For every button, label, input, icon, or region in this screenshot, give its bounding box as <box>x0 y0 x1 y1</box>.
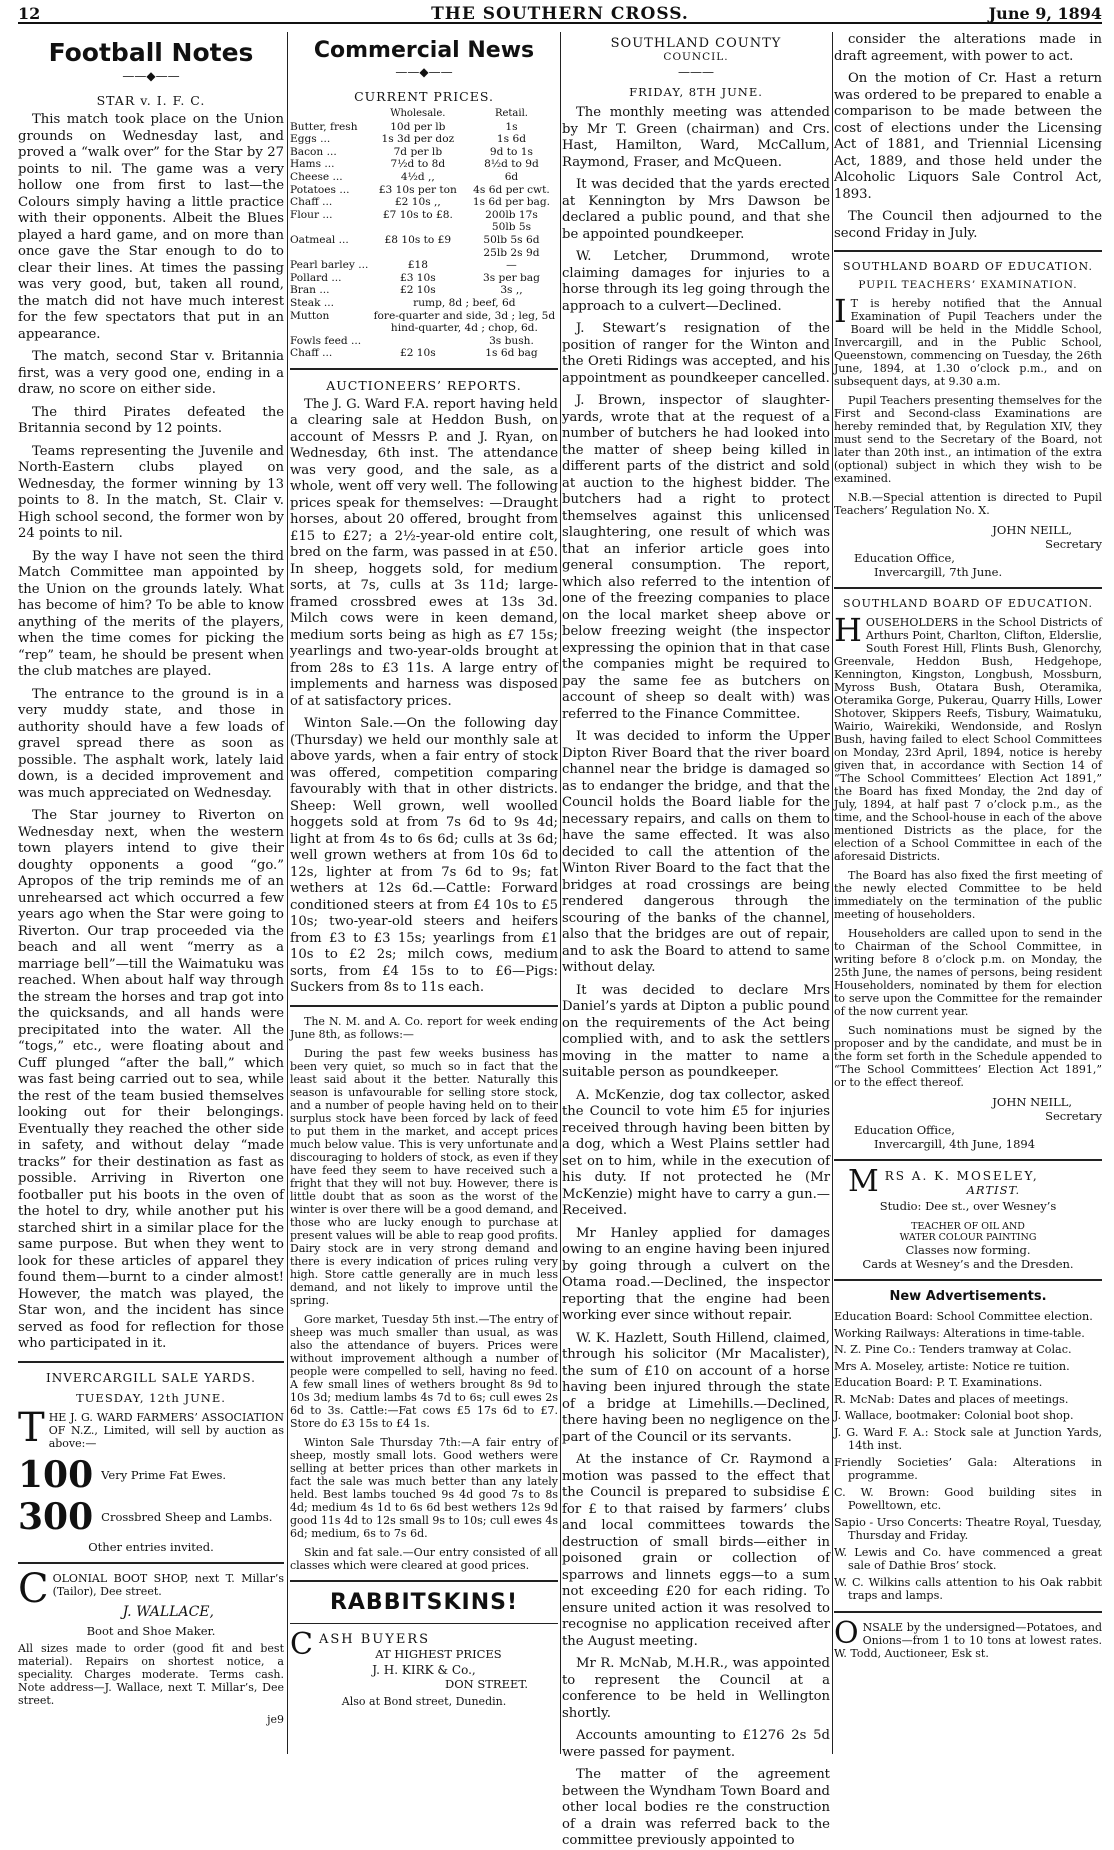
council-date: FRIDAY, 8TH JUNE. <box>629 85 763 99</box>
moseley-cards: Cards at Wesney’s and the Dresden. <box>862 1257 1074 1271</box>
divider <box>290 1580 558 1582</box>
signature-title: Secretary <box>1045 1109 1102 1123</box>
price-cell: 25lb 2s 9d <box>483 246 540 259</box>
paragraph: Teams representing the Juvenile and North-Eastern clubs played on Wednesday, the former winning by 13 points to 8. In the match, St. Clair v. High school second, the former won by 24 points to nil. <box>18 443 284 541</box>
paragraph: Working Railways: Alterations in time-table. <box>834 1326 1085 1340</box>
price-cell: 10d per lb <box>390 120 446 133</box>
price-cell: Bacon ... <box>290 145 337 158</box>
board-title: SOUTHLAND BOARD OF EDUCATION. <box>843 260 1093 273</box>
price-cell: 7d per lb <box>393 145 443 158</box>
price-cell: 3s bush. <box>489 334 534 347</box>
lot-row <box>18 1453 284 1496</box>
paragraph: N. Z. Pine Co.: Tenders tramway at Colac. <box>834 1343 1072 1356</box>
drop-cap: C <box>290 1626 315 1662</box>
saleyards-text: HE J. G. WARD FARMERS’ ASSOCIATION OF N.Z., Limited, will sell by auction as above:— <box>48 1410 284 1450</box>
paragraph: The Star journey to Riverton on Wednesday next, when the western town players intend to give their doughty opponents a good “go.” Apropos of the trip reminds me of an unrehearsed act which occurred a few years ago when the Star were going to Riverton. Our trap proceeded via the beach and all went “merry as a marriage bell”—till the Waimatuku was reached. When about half way through the stream the horses and trap got into the quicksands, and all hands were precipitated into the water. All the “togs,” etc., were floating about and Cuff plunged “after the ball,” which was fast being carried out to sea, while the rest of the team busied themselves looking out for their belongings. Eventually they reached the other side in safety, and without delay “made tracks” for their destination as fast as possible. Arriving in Riverton one footballer put his boots in the oven of the hotel to dry, while another put his starched shirt in a similar place for the same purpose. But when they went to look for these articles of apparel they found them—burnt to a cinder almost! However, the match was played, the Star won, and the incident has since served as food for reflection for those who participated in it. <box>18 808 284 1351</box>
paragraph: The N. M. and A. Co. report for week ending June 8th, as follows:— <box>290 1014 558 1041</box>
price-cell: 1s 3d per doz <box>381 133 455 146</box>
new-ads-list <box>834 1310 1102 1603</box>
paragraph: It was decided to inform the Upper Dipton River Board that the river board channel near the bridge is damaged so as to endanger the bridge, and that the Council holds the Board liable for the necessary repairs, and calls on them to have the same effected. It was also decided to call the attention of the Winton River Board to the fact that the bridges at road crossings are being rendered dangerous through the scouring of the banks of the channel, also that the bridges are out of repair, and to ask the Board to attend to same without delay. <box>562 729 830 975</box>
ad-code: je9 <box>267 1712 284 1726</box>
price-row <box>290 121 558 134</box>
board-title: SOUTHLAND BOARD OF EDUCATION. <box>843 597 1093 610</box>
column-rule <box>287 32 288 1754</box>
board-notice-text: T is hereby notified that the Annual Examination of Pupil Teachers under the Board will be held in the Middle School, Invercargill, and in the Public School, Queenstown, commencing on Tuesday, the 26th June, 1894, at 1.30 o’clock p.m., and on subsequent days, at 9.30 a.m. <box>834 297 1102 388</box>
price-cell: 8½d to 9d <box>484 158 539 171</box>
price-cell <box>371 335 465 348</box>
signature-title: Secretary <box>1045 537 1102 551</box>
column-football <box>18 32 284 1754</box>
column-notices <box>834 32 1102 1754</box>
newspaper-title: THE SOUTHERN CROSS. <box>431 4 689 24</box>
householders-notice <box>834 611 1102 863</box>
price-row <box>290 158 558 171</box>
paragraph: J. Brown, inspector of slaughter-yards, wrote that at the request of a number of butchers he had looked into the matter of sheep being killed in different parts of the district and sold at auction to the highest bidder. The butchers had a right to protect themselves against this unlicensed slaughtering, one result of which was that an inferior article goes into general consumption. The report, which also referred to the intention of one of the freezing companies to place on the local market sheep above or below freezing weight (the inspector expressing the opinion that in that case the companies might be required to pay the same fee as butchers on account of sheep so dealt with) was referred to the Finance Committee. <box>562 393 830 722</box>
divider <box>18 1562 284 1564</box>
prices-title: CURRENT PRICES. <box>354 89 494 104</box>
onsale-ad <box>834 1615 1102 1660</box>
drop-cap: O <box>834 1615 859 1651</box>
paragraph: Sapio - Urso Concerts: Theatre Royal, Tuesday, Thursday and Friday. <box>834 1515 1102 1542</box>
divider <box>18 1361 284 1363</box>
price-cell <box>290 247 371 260</box>
council-report <box>562 105 830 1850</box>
price-cell: Eggs ... <box>290 133 331 146</box>
saleyards-date: TUESDAY, 12th JUNE. <box>76 1390 226 1405</box>
paragraph: During the past few weeks business has been very quiet, so much so in fact that the least said about it the better. Naturally this season is unfavourable for selling store stock, and a number of people having held on to their surplus stock have been forced by lack of feed to put them in the market, and accept prices much below value. This is very unfortunate and discouraging to holders of stock, as even if they have feed they seem to have received such a fright that they will not buy. However, there is little doubt that as soon as the worst of the winter is over there will be a good demand, and those who are lucky enough to purchase at present values will be able to reap good profits. Dairy stock are in very strong demand and there is every indication of prices ruling very high. Store cattle generally are in much less demand, and not likely to improve until the spring. <box>290 1046 558 1307</box>
price-row <box>290 284 558 297</box>
council-title: SOUTHLAND COUNTY <box>610 36 782 51</box>
price-cell: Chaff ... <box>290 347 333 360</box>
price-row <box>290 184 558 197</box>
paragraph: W. Letcher, Drummond, wrote claiming damages for injuries to a horse through its leg going through the approach to a culvert—Declined. <box>562 249 830 314</box>
other-entries: Other entries invited. <box>88 1539 214 1554</box>
boot-shop-body: All sizes made to order (good fit and best material). Repairs on shortest notice, a speciality. Charges moderate. Terms cash. Note address—J. Wallace, next T. Millar’s, Dee street. <box>18 1641 284 1707</box>
signature: JOHN NEILL, <box>992 523 1072 537</box>
auctioneers-title: AUCTIONEERS’ REPORTS. <box>326 377 522 393</box>
new-ads-heading: New Advertisements. <box>889 1289 1047 1304</box>
paragraph: It was decided to declare Mrs Daniel’s yards at Dipton a public pound on the requirements of the Act being complied with, and to ask the settlers moving in the matter to name a suitable person as poundkeeper. <box>562 982 830 1080</box>
price-cell: hind-quarter, 4d ; chop, 6d. <box>390 322 538 335</box>
price-cell: 1s 6d per bag. <box>472 196 551 209</box>
price-cell: Oatmeal ... <box>290 233 349 246</box>
price-cell: 9d to 1s <box>489 145 533 158</box>
drop-cap: M <box>848 1164 881 1199</box>
cash-buyers-text: ASH BUYERS <box>318 1631 431 1647</box>
price-cell: 3s per bag <box>483 271 540 284</box>
divider <box>290 1623 558 1624</box>
paragraph: Gore market, Tuesday 5th inst.—The entry of sheep was much smaller than usual, as was also the attendance of buyers. Prices were without improvement although a number of people were compelled to sell, having no feed. A few small lines of wethers brought 8s 9d to 10s 3d; medium lambs 4s 7d to 6s; cull ewes 2s 6d to 3s. Cattle:—Fat cows £5 17s 6d to £7. Store do £3 15s to £4 1s. <box>290 1312 558 1430</box>
column-commercial <box>290 32 558 1754</box>
paragraph: W. K. Hazlett, South Hillend, claimed, through his solicitor (Mr Macalister), the sum of £10 on account of a horse having been injured through the state of a bridge at Limehills.—Declined, there having been no negligence on the part of the Council or its servants. <box>562 1330 830 1445</box>
paragraph: The third Pirates defeated the Britannia second by 12 points. <box>18 404 284 436</box>
divider <box>834 1279 1102 1281</box>
paragraph: The match, second Star v. Britannia first, was a very good one, ending in a draw, no score on either side. <box>18 349 284 397</box>
price-row <box>290 146 558 159</box>
price-row <box>290 310 558 323</box>
price-cell <box>290 221 371 234</box>
price-row <box>290 347 558 360</box>
paragraph: Accounts amounting to £1276 2s 5d were passed for payment. <box>562 1728 830 1760</box>
price-cell <box>290 322 371 335</box>
price-cell: 1s 6d bag <box>485 347 538 360</box>
rabbitskins-heading: RABBITSKINS! <box>329 1589 519 1615</box>
price-header: Wholesale. <box>390 108 446 119</box>
price-cell: 3s ,, <box>500 284 523 297</box>
office: Education Office, <box>854 551 955 565</box>
moseley-name: RS A. K. MOSELEY, <box>884 1169 1039 1183</box>
moseley-teacher: TEACHER OF OIL AND <box>911 1221 1025 1232</box>
column-rule <box>832 32 833 1754</box>
price-cell <box>371 247 465 260</box>
commercial-heading: Commercial News <box>313 38 535 63</box>
page-number: 12 <box>18 4 41 23</box>
moseley-studio: Studio: Dee st., over Wesney’s <box>879 1199 1057 1213</box>
price-cell: Pearl barley ... <box>290 259 369 272</box>
price-cell: Pollard ... <box>290 271 342 284</box>
office: Education Office, <box>854 1123 955 1137</box>
council-subtitle: COUNCIL. <box>663 51 729 63</box>
price-cell: Mutton <box>290 309 330 322</box>
price-row <box>290 247 558 260</box>
lot-description: Crossbred Sheep and Lambs. <box>101 1509 273 1524</box>
price-cell: £3 10s per ton <box>378 183 457 196</box>
board-notice <box>834 292 1102 388</box>
price-cell: fore-quarter and side, 3d ; leg, 5d <box>373 309 556 322</box>
price-cell: Fowls feed ... <box>290 334 362 347</box>
moseley-classes: Classes now forming. <box>905 1243 1031 1257</box>
paragraph: R. McNab: Dates and places of meetings. <box>834 1392 1069 1406</box>
drop-cap: H <box>834 611 862 649</box>
lot-description: Very Prime Fat Ewes. <box>101 1467 227 1482</box>
paragraph: W. Lewis and Co. have commenced a great sale of Dathie Bros’ stock. <box>834 1545 1102 1572</box>
saleyards-notice <box>18 1404 284 1451</box>
price-cell: 7½d to 8d <box>390 158 446 171</box>
office-place: Invercargill, 4th June, 1894 <box>874 1137 1036 1151</box>
price-row <box>290 196 558 209</box>
price-header: Retail. <box>494 108 528 119</box>
householders-para: Such nominations must be signed by the proposer and by the candidate, and must be in the form set forth in the Schedule appended to “The School Committees’ Election Act 1891,” or to the effect thereof. <box>834 1024 1102 1089</box>
price-cell: Butter, fresh <box>290 120 358 133</box>
kirk-name: J. H. KIRK & Co., <box>372 1662 476 1677</box>
price-header <box>290 108 371 121</box>
paragraph: Friendly Societies’ Gala: Alterations in programme. <box>834 1455 1102 1482</box>
price-cell: 50lb 5s 6d <box>483 233 540 246</box>
price-cell: £2 10s ,, <box>394 196 441 209</box>
paragraph: The J. G. Ward F.A. report having held a clearing sale at Heddon Bush, on account of Messrs P. and J. Ryan, on Wednesday, 6th inst. The attendance was very good, and the sale, as a whole, went off very well. The following prices speak for themselves: —Draught horses, about 20 offered, brought from £15 to £27; a 2½-year-old entire colt, bred on the farm, was passed in at £50. In sheep, hoggets sold, for medium sorts, at 7s, culls at 3s 11d; large-framed crossbred ewes at 13s 3d. Milch cows were in keen demand, medium sorts being as high as £7 15s; yearlings and two-year-olds brought at from 28s to £3 11s. A large entry of implements and harness was disposed of at satisfactory prices. <box>290 396 558 709</box>
paragraph: W. C. Wilkins calls attention to his Oak rabbit traps and lamps. <box>834 1575 1102 1602</box>
signature: JOHN NEILL, <box>992 1095 1072 1109</box>
boot-shop-text: OLONIAL BOOT SHOP, next T. Millar’s (Tailor), Dee street. <box>52 1571 284 1598</box>
price-row <box>290 259 558 272</box>
paragraph: This match took place on the Union grounds on Wednesday last, and proved a “walk over” for the Star by 27 points to nil. The game was a very hollow one from first to last—the Colours simply having a little practice with their opponents. Albeit the Blues played a hard game, and on more than once gave the Star enough to do to clear their lines. At times the passing was very good, but, taken all round, the match did not have much interest for the few spectators that put in an appearance. <box>18 112 284 342</box>
paragraph: consider the alterations made in draft agreement, with power to act. <box>834 32 1102 64</box>
moseley-water: WATER COLOUR PAINTING <box>899 1232 1037 1243</box>
price-cell: 4s 6d per cwt. <box>473 183 550 196</box>
paragraph: By the way I have not seen the third Match Committee man appointed by the Union on the grounds lately. What has become of him? To be able to know anything of the merits of the players, when the time comes for picking the “rep” team, he should be present when the club matches are played. <box>18 548 284 679</box>
cash-prices: AT HIGHEST PRICES <box>375 1646 502 1661</box>
paragraph: The monthly meeting was attended by Mr T. Green (chairman) and Crs. Hast, Hamilton, Ward, McCallum, Raymond, Fraser, and McQueen. <box>562 105 830 170</box>
price-cell: 1s 6d <box>496 133 526 146</box>
column-rule <box>560 32 561 1754</box>
price-row <box>290 171 558 184</box>
price-row <box>290 221 558 234</box>
householders-para: The Board has also fixed the first meeting of the newly elected Committee to be held immediately on the termination of the public meeting of householders. <box>834 869 1102 921</box>
boot-shop-name: J. WALLACE, <box>122 1603 214 1620</box>
paragraph: Skin and fat sale.—Our entry consisted of all classes which were cleared at good prices. <box>290 1545 558 1572</box>
price-cell: Hams ... <box>290 158 335 171</box>
paragraph: J. Wallace, bootmaker: Colonial boot shop. <box>834 1409 1074 1422</box>
price-cell: £7 10s to £8. <box>382 208 453 221</box>
paragraph: Mr Hanley applied for damages owing to an engine having been injured by going through a culvert on the Otama road.—Declined, the inspector reporting that the engine had been working ever since without repair. <box>562 1225 830 1323</box>
football-heading: Football Notes <box>48 38 254 67</box>
divider <box>834 1159 1102 1161</box>
price-cell: Chaff ... <box>290 196 333 209</box>
divider <box>290 1005 558 1007</box>
paragraph: Winton Sale Thursday 7th:—A fair entry of sheep, mostly small lots. Good wethers were selling at better prices than other markets in fact the sale was much better than any lately held. Best lambs touched 9s 4d good 7s to 8s 4d; medium 4s 1d to 6s 6d best wethers 12s 9d good 11s 4d to 12s small 9s to 10s; cull ewes 4s 6d; medium, 6s to 7s 6d. <box>290 1435 558 1540</box>
price-row <box>290 133 558 146</box>
kirk-street: DON STREET. <box>445 1676 528 1691</box>
divider <box>834 587 1102 589</box>
price-cell: £3 10s <box>399 271 436 284</box>
householders-text: OUSEHOLDERS in the School Districts of Arthurs Point, Charlton, Clifton, Elderslie, South Forest Hill, Flints Bush, Glenorchy, Greenvale, Heddon Bush, Hedgehope, Kennington, Kingston, Longbush, Mossburn, Myross Bush, Otatara Bush, Oteramika, Oteramika Gorge, Pukerau, Quarry Hills, Lower Shotover, Skippers Reefs, Tisbury, Waimatuku, Wairio, Wairekiki, Wendonside, and Roslyn Bush, having failed to elect School Committees on Monday, 23rd April, 1894, notice is hereby given that, in accordance with Section 14 of “The School Committees’ Election Act 1891,” the Board has fixed Monday, the 2nd day of July, 1894, at half past 7 o’clock p.m., as the time, and the School-house in each of the above mentioned Districts as the place, for the election of a School Committee in each of the aforesaid Districts. <box>834 616 1102 863</box>
price-row <box>290 209 558 222</box>
kirk-also: Also at Bond street, Dunedin. <box>341 1694 507 1708</box>
office-place: Invercargill, 7th June. <box>874 565 1003 579</box>
price-row <box>290 297 558 310</box>
paragraph: On the motion of Cr. Hast a return was ordered to be prepared to enable a comparison to be made between the cost of elections under the Licensing Act of 1881, and Triennial Licensing Act, 1889, and those held under the Alcoholic Liquors Sale Control Act, 1893. <box>834 71 1102 202</box>
match-title: STAR v. I. F. C. <box>96 93 206 108</box>
price-row <box>290 335 558 348</box>
paragraph: Education Board: P. T. Examinations. <box>834 1376 1043 1389</box>
price-cell: rump, 8d ; beef, 6d <box>413 296 516 309</box>
masthead <box>18 4 1102 24</box>
householders-para: Householders are called upon to send in the to Chairman of the School Committee, in writing before 8 o’clock p.m. on Monday, the 25th June, the names of persons, being resident Householders, nominated by them for election to serve upon the Committee for the remainder of the now current year. <box>834 927 1102 1018</box>
paragraph: The Council then adjourned to the second Friday in July. <box>834 209 1102 241</box>
paragraph: Mr R. McNab, M.H.R., was appointed to represent the Council at a conference to be held in Wellington shortly. <box>562 1656 830 1721</box>
divider <box>834 1611 1102 1613</box>
paragraph: A. McKenzie, dog tax collector, asked the Council to vote him £5 for injuries received through having been bitten by a dog, which a West Plains settler had set on to him, while in the execution of his duty. If not protected he (Mr McKenzie) might have to carry a gun.—Received. <box>562 1087 830 1218</box>
board-subtitle: PUPIL TEACHERS’ EXAMINATION. <box>858 279 1078 291</box>
boot-shop-sub: Boot and Shoe Maker. <box>86 1623 216 1638</box>
lot-number: 100 <box>18 1453 94 1496</box>
lot-row <box>18 1495 284 1538</box>
price-cell: Flour ... <box>290 208 333 221</box>
price-cell: 6d <box>504 170 519 183</box>
paragraph: J. G. Ward F. A.: Stock sale at Junction Yards, 14th inst. <box>834 1425 1102 1452</box>
auction-reports <box>290 397 558 997</box>
price-cell: Bran ... <box>290 284 330 297</box>
price-cell: 1s <box>505 120 518 133</box>
drop-cap: T <box>18 1404 45 1451</box>
ornament: ——◆—— <box>122 69 180 83</box>
price-cell <box>371 221 465 234</box>
ornament: ——— <box>678 65 714 79</box>
paragraph: Mrs A. Moseley, artiste: Notice re tuition. <box>834 1359 1070 1373</box>
council-continued <box>834 32 1102 242</box>
paragraph: Education Board: School Committee election. <box>834 1310 1093 1323</box>
price-cell: £18 <box>407 259 428 272</box>
price-cell: Steak ... <box>290 296 334 309</box>
paragraph: J. Stewart’s resignation of the position of ranger for the Winton and the Oreti Ridings was accepted, and his appointment as poundkeeper cancelled. <box>562 321 830 386</box>
price-cell: 200lb 17s <box>485 208 538 221</box>
paragraph: At the instance of Cr. Raymond a motion was passed to the effect that the Council is prepared to subsidise £ for £ to that raised by farmers’ clubs and local committees towards the destruction of small birds—either in poisoned grain or collection of sparrows and linnets eggs—to a sum not exceeding £20 for each riding. To ensure united action it was resolved to recognise no application received after the August meeting. <box>562 1452 830 1649</box>
issue-date: June 9, 1894 <box>988 4 1102 23</box>
board-notice-para: Pupil Teachers presenting themselves for the First and Second-class Examinations are hereby reminded that, by Regulation XIV, they must send to the Secretary of the Board, not later than 20th inst., an intimation of the extra (optional) subject in which they wish to be examined. <box>834 394 1102 485</box>
price-cell: 4½d ,, <box>400 170 435 183</box>
divider <box>290 368 558 370</box>
drop-cap: I <box>834 292 847 330</box>
paragraph: The entrance to the ground is in a very muddy state, and those in authority should have a few loads of gravel spread there as soon as possible. The asphalt work, lately laid down, is a decided improvement and was much appreciated on Wednesday. <box>18 686 284 801</box>
onsale-text: NSALE by the undersigned—Potatoes, and Onions—from 1 to 10 tons at lowest rates. W. Todd, Auctioneer, Esk st. <box>834 1620 1102 1660</box>
paragraph: The matter of the agreement between the Wyndham Town Board and other local bodies re the construction of a drain was referred back to the committee previously appointed to <box>562 1767 830 1848</box>
moseley-artist: ARTIST. <box>966 1183 1021 1197</box>
price-cell: — <box>506 259 517 272</box>
ornament: ——◆—— <box>395 65 453 79</box>
price-cell: 50lb 5s <box>491 221 532 234</box>
paragraph: C. W. Brown: Good building sites in Powelltown, etc. <box>834 1485 1102 1512</box>
drop-cap: C <box>18 1565 49 1612</box>
price-row <box>290 272 558 285</box>
column-council <box>562 32 830 1848</box>
price-row <box>290 322 558 335</box>
board-notice-para: N.B.—Special attention is directed to Pupil Teachers’ Regulation No. X. <box>834 491 1102 517</box>
price-cell: Potatoes ... <box>290 183 350 196</box>
nmaco-report <box>290 1015 558 1572</box>
saleyards-title: INVERCARGILL SALE YARDS. <box>45 1370 256 1385</box>
paragraph: Winton Sale.—On the following day (Thursday) we held our monthly sale at above yards, when a fair entry of stock was offered, competition comparing favourably with that in other districts. Sheep: Well grown, well woolled hoggets sold at from 7s 6d to 9s 4d; light at from 4s to 6s 6d; culls at 3s 6d; well grown wethers at from 10s 6d to 12s, lighter at from 7s 6d to 9s; fat wethers at 12s 6d.—Cattle: Forward conditioned steers at from £4 10s to £5 10s; two-year-old steers and heifers from £3 to £3 15s; yearlings from £1 10s to £2 2s; milch cows, medium sorts, from £4 15s to to £6—Pigs: Suckers from 8s to 11s each. <box>290 716 558 996</box>
prices-table <box>290 108 558 360</box>
price-row <box>290 234 558 247</box>
football-article <box>18 112 284 1353</box>
price-cell: £2 10s <box>399 284 436 297</box>
price-cell: £2 10s <box>399 347 436 360</box>
lot-number: 300 <box>18 1495 94 1538</box>
divider <box>834 250 1102 252</box>
paragraph: It was decided that the yards erected at Kennington by Mrs Dawson be declared a public pound, and that she be appointed poundkeeper. <box>562 177 830 242</box>
price-cell: £8 10s to £9 <box>384 233 452 246</box>
price-cell: Cheese ... <box>290 170 343 183</box>
